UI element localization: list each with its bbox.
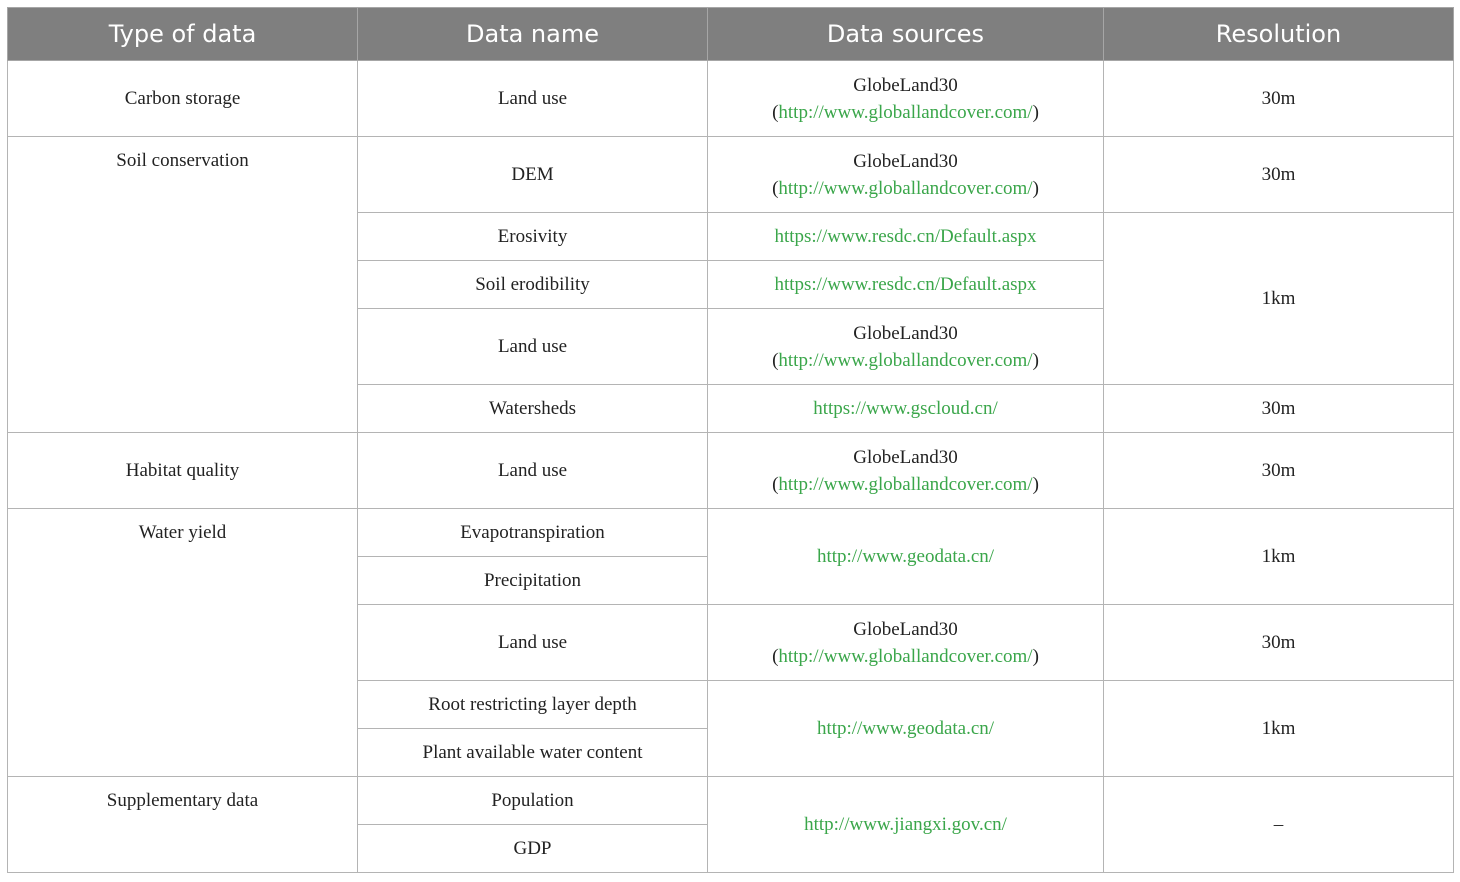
name-cell: Land use xyxy=(358,61,708,137)
resolution-cell: 30m xyxy=(1104,385,1454,433)
header-type: Type of data xyxy=(8,8,358,61)
name-cell: Land use xyxy=(358,433,708,509)
source-link[interactable]: http://www.globallandcover.com/ xyxy=(778,645,1033,667)
source-cell xyxy=(708,137,1104,213)
type-cell: Habitat quality xyxy=(8,433,358,509)
table-row xyxy=(8,777,1454,825)
source-cell xyxy=(708,385,1104,433)
source-link[interactable]: https://www.resdc.cn/Default.aspx xyxy=(774,226,1037,247)
header-resolution: Resolution xyxy=(1104,8,1454,61)
resolution-cell: 30m xyxy=(1104,433,1454,509)
paren-open: ( xyxy=(772,645,779,667)
source-text: GlobeLand30 xyxy=(853,74,958,96)
name-cell: Root restricting layer depth xyxy=(358,681,708,729)
paren-close: ) xyxy=(1032,645,1039,667)
paren-open: ( xyxy=(772,349,779,371)
type-cell: Carbon storage xyxy=(8,61,358,137)
name-cell: GDP xyxy=(358,825,708,873)
name-cell: Plant available water content xyxy=(358,729,708,777)
source-cell xyxy=(708,261,1104,309)
name-cell: Evapotranspiration xyxy=(358,509,708,557)
paren-open: ( xyxy=(772,101,779,123)
header-sources: Data sources xyxy=(708,8,1104,61)
source-link[interactable]: http://www.globallandcover.com/ xyxy=(778,101,1033,123)
source-cell xyxy=(708,61,1104,137)
source-link[interactable]: http://www.globallandcover.com/ xyxy=(778,177,1033,199)
paren-open: ( xyxy=(772,473,779,495)
source-text: GlobeLand30 xyxy=(853,322,958,344)
type-cell: Water yield xyxy=(8,509,358,777)
source-cell xyxy=(708,681,1104,777)
name-cell: Land use xyxy=(358,605,708,681)
table-row xyxy=(8,137,1454,213)
source-text: GlobeLand30 xyxy=(853,446,958,468)
resolution-cell: 30m xyxy=(1104,605,1454,681)
resolution-cell: 1km xyxy=(1104,509,1454,605)
source-cell xyxy=(708,213,1104,261)
source-link[interactable]: http://www.globallandcover.com/ xyxy=(778,349,1033,371)
paren-close: ) xyxy=(1032,101,1039,123)
paren-close: ) xyxy=(1032,349,1039,371)
resolution-cell: 30m xyxy=(1104,137,1454,213)
paren-close: ) xyxy=(1032,473,1039,495)
header-row xyxy=(8,8,1454,61)
name-cell: Precipitation xyxy=(358,557,708,605)
source-link[interactable]: https://www.gscloud.cn/ xyxy=(813,398,998,419)
type-cell: Supplementary data xyxy=(8,777,358,873)
source-link[interactable]: http://www.jiangxi.gov.cn/ xyxy=(804,814,1007,835)
resolution-cell: 1km xyxy=(1104,213,1454,385)
resolution-cell: 1km xyxy=(1104,681,1454,777)
source-cell xyxy=(708,509,1104,605)
source-cell xyxy=(708,777,1104,873)
data-sources-table xyxy=(7,7,1454,873)
name-cell: Erosivity xyxy=(358,213,708,261)
table-row xyxy=(8,433,1454,509)
source-link[interactable]: https://www.resdc.cn/Default.aspx xyxy=(774,274,1037,295)
name-cell: Watersheds xyxy=(358,385,708,433)
name-cell: Land use xyxy=(358,309,708,385)
source-link[interactable]: http://www.geodata.cn/ xyxy=(816,718,995,739)
source-link[interactable]: http://www.geodata.cn/ xyxy=(816,546,995,567)
source-text: GlobeLand30 xyxy=(853,150,958,172)
source-cell xyxy=(708,605,1104,681)
paren-close: ) xyxy=(1032,177,1039,199)
name-cell: Population xyxy=(358,777,708,825)
resolution-cell: – xyxy=(1104,777,1454,873)
source-cell xyxy=(708,309,1104,385)
name-cell: Soil erodibility xyxy=(358,261,708,309)
name-cell: DEM xyxy=(358,137,708,213)
table-row xyxy=(8,61,1454,137)
table-row xyxy=(8,509,1454,557)
resolution-cell: 30m xyxy=(1104,61,1454,137)
header-name: Data name xyxy=(358,8,708,61)
paren-open: ( xyxy=(772,177,779,199)
source-link[interactable]: http://www.globallandcover.com/ xyxy=(778,473,1033,495)
source-cell xyxy=(708,433,1104,509)
source-text: GlobeLand30 xyxy=(853,618,958,640)
type-cell: Soil conservation xyxy=(8,137,358,433)
